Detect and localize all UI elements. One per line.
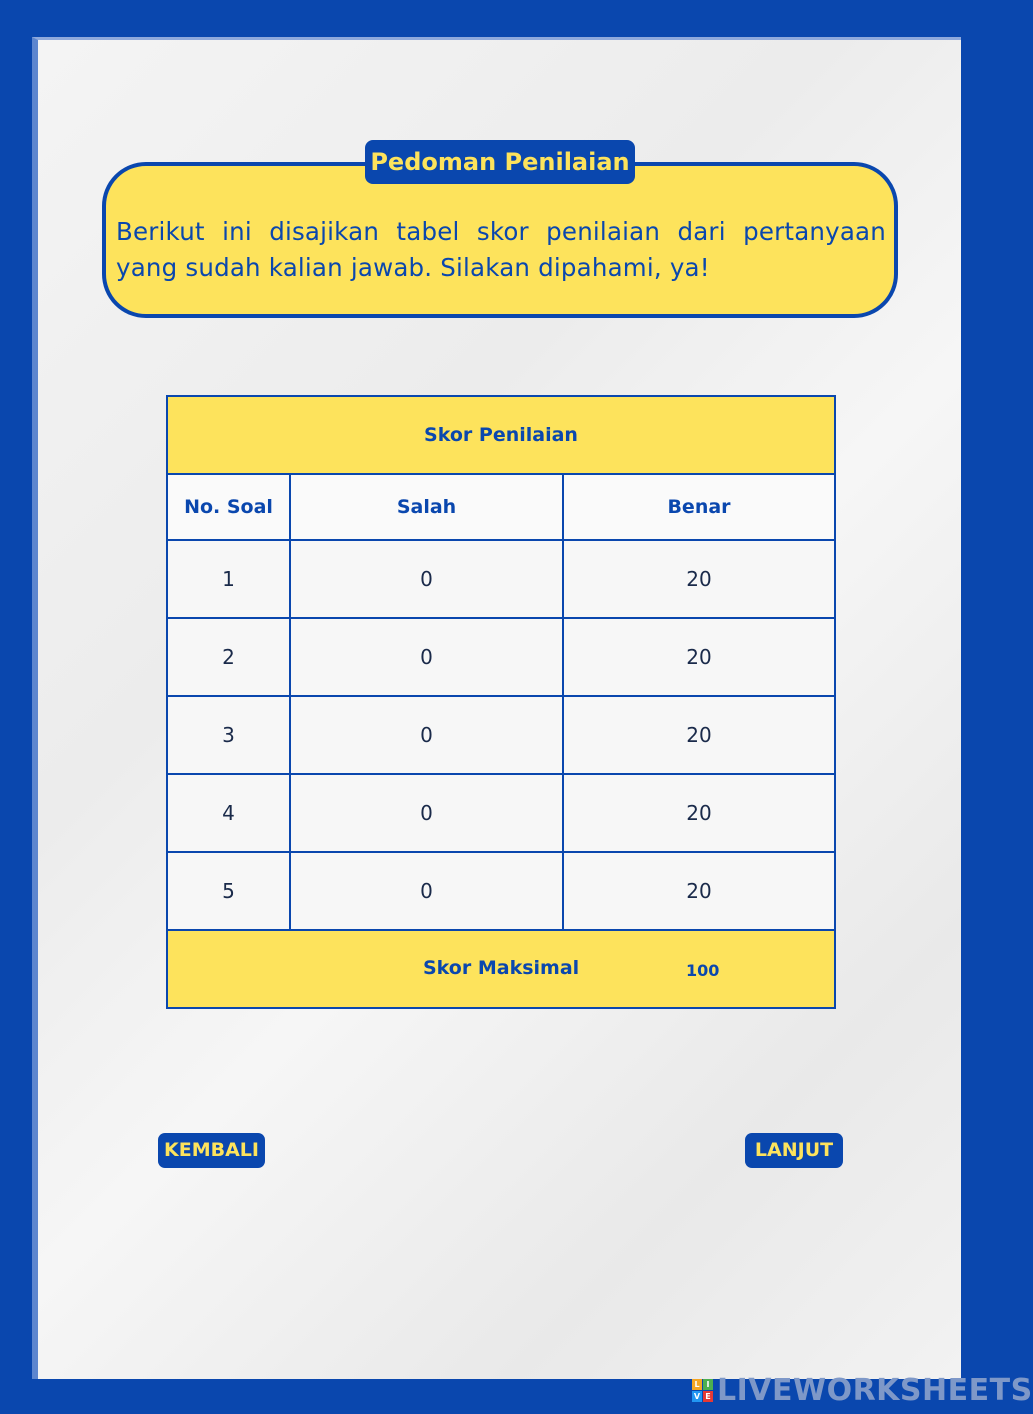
cell-benar: 20	[563, 618, 835, 696]
table-row	[167, 696, 835, 774]
table-header-row	[167, 474, 835, 540]
logo-letter-i: I	[703, 1379, 713, 1390]
cell-salah: 0	[290, 852, 563, 930]
cell-benar: 20	[563, 696, 835, 774]
max-score-cell	[167, 930, 835, 1008]
table-row	[167, 540, 835, 618]
table-row	[167, 852, 835, 930]
watermark-text: LIVEWORKSHEETS	[717, 1372, 1033, 1408]
cell-no-soal: 5	[167, 852, 290, 930]
score-table	[166, 395, 836, 1009]
table-row	[167, 774, 835, 852]
table-row	[167, 618, 835, 696]
next-button[interactable]: LANJUT	[745, 1133, 843, 1168]
cell-benar: 20	[563, 540, 835, 618]
cell-benar: 20	[563, 852, 835, 930]
cell-salah: 0	[290, 540, 563, 618]
cell-no-soal: 2	[167, 618, 290, 696]
table-title: Skor Penilaian	[167, 396, 835, 474]
cell-no-soal: 3	[167, 696, 290, 774]
page-title: Pedoman Penilaian	[365, 140, 635, 184]
cell-salah: 0	[290, 696, 563, 774]
cell-salah: 0	[290, 618, 563, 696]
column-header-salah: Salah	[290, 474, 563, 540]
logo-letter-e: E	[703, 1391, 713, 1402]
intro-text: Berikut ini disajikan tabel skor penilaian dari pertanyaan yang sudah kalian jawab. Silakan dipahami, ya!	[116, 217, 886, 282]
cell-no-soal: 1	[167, 540, 290, 618]
column-header-benar: Benar	[563, 474, 835, 540]
table-footer-row	[167, 930, 835, 1008]
watermark	[692, 1372, 1033, 1408]
logo-letter-l: L	[692, 1379, 702, 1390]
logo-letter-v: V	[693, 1391, 701, 1401]
max-score-label: Skor Maksimal	[423, 957, 580, 979]
cell-benar: 20	[563, 774, 835, 852]
cell-salah: 0	[290, 774, 563, 852]
max-score-value: 100	[686, 961, 720, 980]
cell-no-soal: 4	[167, 774, 290, 852]
column-header-no-soal: No. Soal	[167, 474, 290, 540]
back-button[interactable]: KEMBALI	[158, 1133, 265, 1168]
liveworksheets-logo-icon	[692, 1379, 713, 1402]
table-title-row	[167, 396, 835, 474]
